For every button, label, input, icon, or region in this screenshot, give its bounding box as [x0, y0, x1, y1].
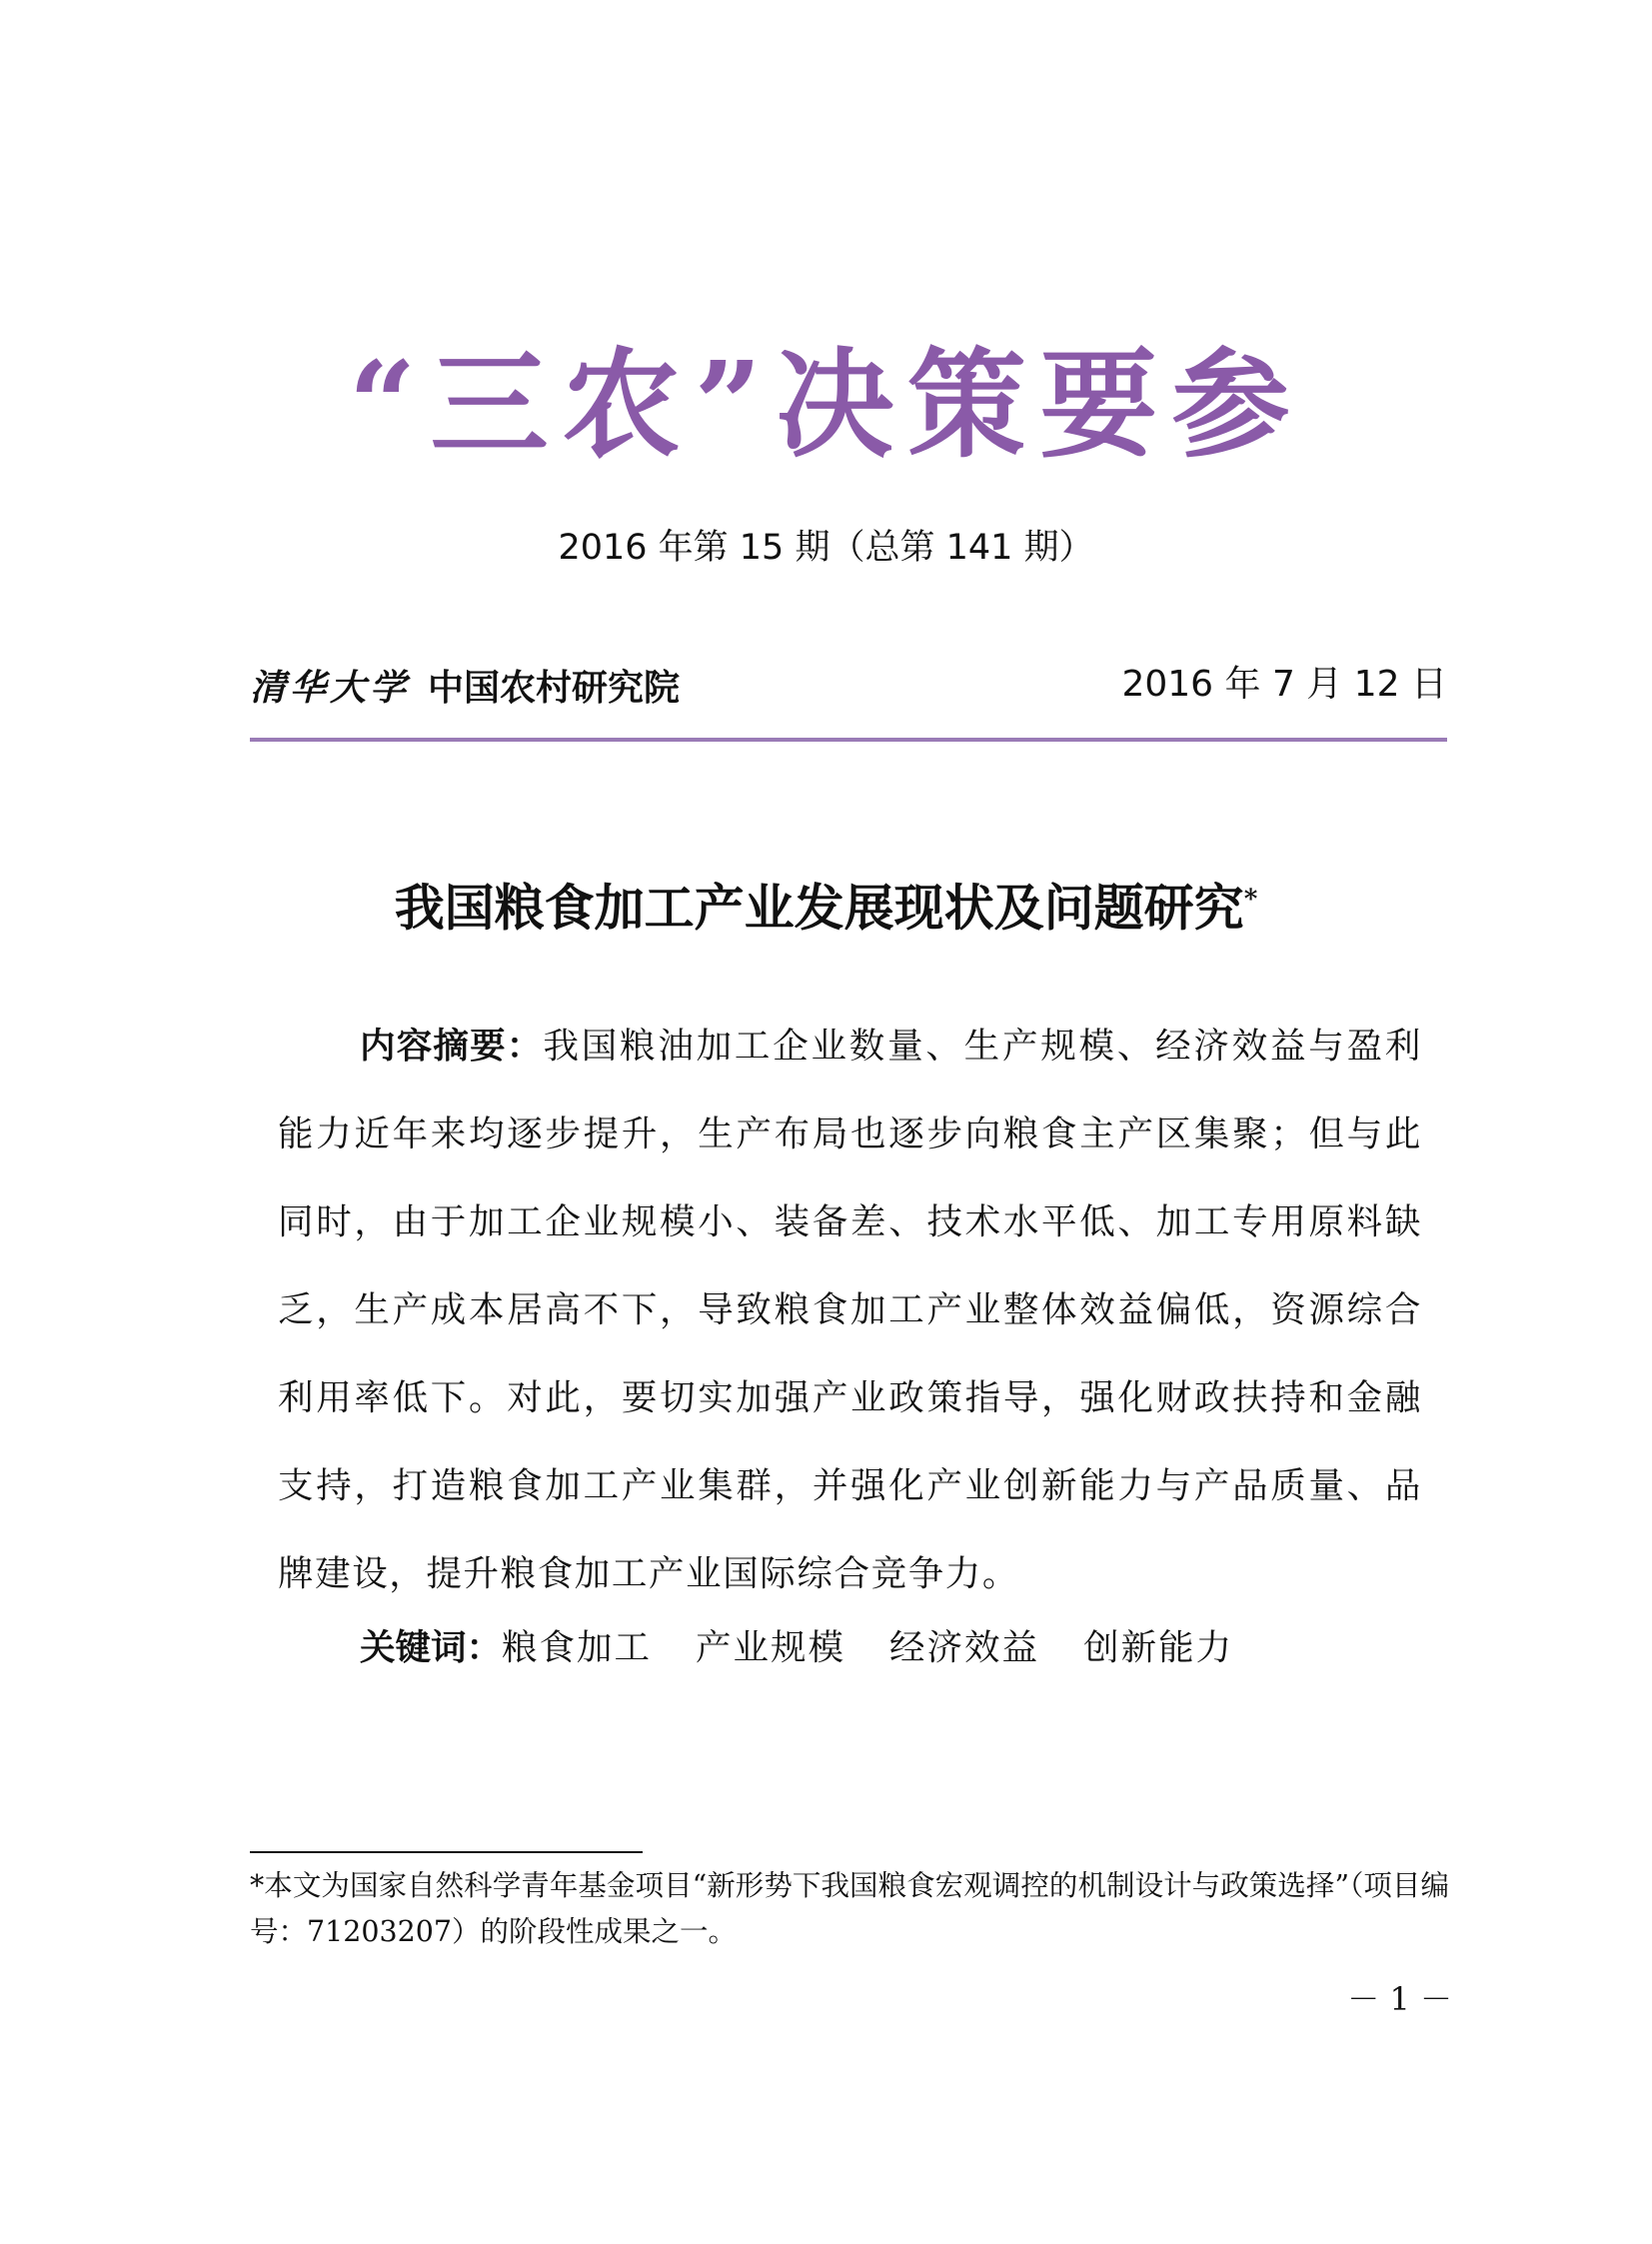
article-title: [0, 860, 1652, 949]
title-footnote-marker: *: [1243, 885, 1258, 915]
institute-name: 中国农村研究院: [428, 666, 681, 709]
footnote: *本文为国家自然科学青年基金项目“新形势下我国粮食宏观调控的机制设计与政策选择”（项目编号：71203207）的阶段性成果之一。: [250, 1869, 1449, 1948]
publication-date: 2016 年 7 月 12 日: [1121, 664, 1447, 705]
keywords-label: 关键词：: [360, 1627, 503, 1668]
page-number: － 1 －: [1347, 1980, 1452, 2018]
keywords: [360, 1604, 1233, 1692]
issue-number: 2016 年第 15 期（总第 141 期）: [558, 528, 1094, 568]
header-divider: [250, 738, 1447, 742]
article-title-text: 我国粮食加工产业发展现状及问题研究: [394, 878, 1244, 938]
abstract-label: 内容摘要：: [360, 1026, 544, 1067]
keyword-item: 创新能力: [1083, 1627, 1234, 1668]
keyword-item: 粮食加工: [502, 1627, 653, 1668]
footnote-divider: [250, 1851, 643, 1853]
keyword-item: 产业规模: [696, 1627, 846, 1668]
abstract: [278, 1003, 1422, 1618]
publisher: [250, 655, 680, 715]
university-logo: 清华大学: [250, 666, 411, 709]
masthead-title: “三农”决策要参: [348, 335, 1304, 474]
keyword-item: 经济效益: [889, 1627, 1040, 1668]
abstract-text: 我国粮油加工企业数量、生产规模、经济效益与盈利能力近年来均逐步提升，生产布局也逐步向粮食主产区集聚；但与此同时，由于加工企业规模小、装备差、技术水平低、加工专用原料缺乏，生产成本居高不下，导致粮食加工产业整体效益偏低，资源综合利用率低下。对此，要切实加强产业政策指导，强化财政扶持和金融支持，打造粮食加工产业集群，并强化产业创新能力与产品质量、品牌建设，提升粮食加工产业国际综合竞争力。: [278, 1026, 1422, 1594]
